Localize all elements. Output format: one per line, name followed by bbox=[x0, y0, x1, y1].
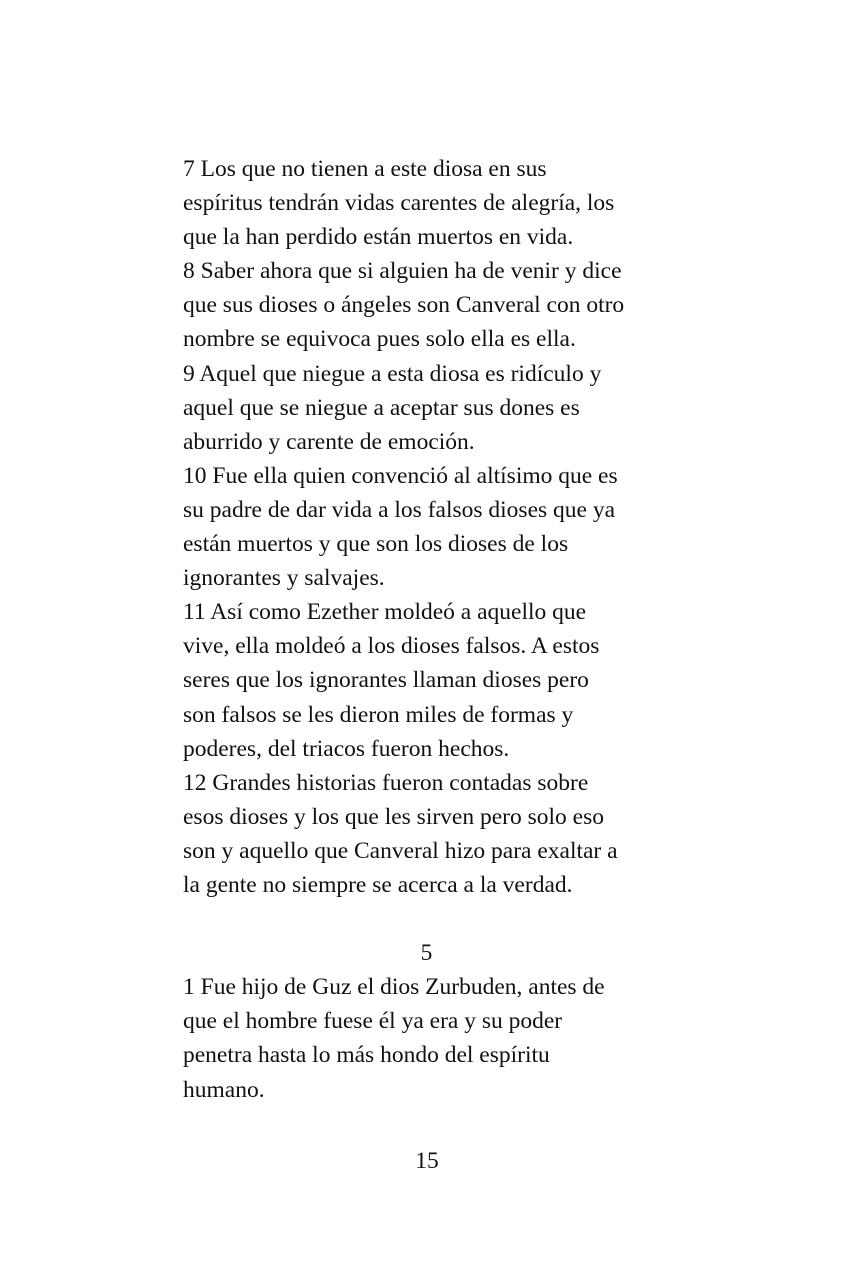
text-line: son y aquello que Canveral hizo para exaltar a bbox=[183, 837, 618, 864]
blank-line bbox=[183, 902, 703, 936]
text-line: que sus dioses o ángeles son Canveral con otro bbox=[183, 292, 625, 319]
chapter-heading: 5 bbox=[420, 940, 433, 967]
verse-11 bbox=[183, 595, 703, 765]
text-line: esos dioses y los que les sirven pero solo eso bbox=[183, 803, 604, 830]
text-line: 7 Los que no tienen a este diosa en sus bbox=[183, 156, 547, 182]
verse-12 bbox=[183, 766, 703, 902]
page-number: 15 bbox=[415, 1148, 439, 1174]
text-line: espíritus tendrán vidas carentes de alegría, los bbox=[183, 190, 615, 217]
text-line: 1 Fue hijo de Guz el dios Zurbuden, antes de bbox=[183, 974, 605, 1001]
text-line: la gente no siempre se acerca a la verdad. bbox=[183, 871, 573, 898]
verse-7 bbox=[183, 152, 703, 254]
text-line: vive, ella moldeó a los dioses falsos. A estos bbox=[183, 633, 600, 660]
text-line: que el hombre fuese él ya era y su poder bbox=[183, 1008, 563, 1035]
text-line: 10 Fue ella quien convenció al altísimo que es bbox=[183, 462, 618, 489]
text-line: 12 Grandes historias fueron contadas sobre bbox=[183, 769, 589, 796]
text-line: están muertos y que son los dioses de los bbox=[183, 531, 569, 558]
text-line: penetra hasta lo más hondo del espíritu bbox=[183, 1042, 550, 1069]
text-line: poderes, del triacos fueron hechos. bbox=[183, 735, 510, 762]
text-line: seres que los ignorantes llaman dioses pero bbox=[183, 667, 589, 694]
verse-8 bbox=[183, 254, 703, 356]
text-line: su padre de dar vida a los falsos dioses que ya bbox=[183, 496, 616, 523]
page-body bbox=[183, 152, 703, 1107]
verse-1 bbox=[183, 970, 703, 1106]
text-line: que la han perdido están muertos en vida. bbox=[183, 224, 574, 251]
text-line: son falsos se les dieron miles de formas y bbox=[183, 701, 574, 728]
text-line: aburrido y carente de emoción. bbox=[183, 428, 475, 455]
verse-9 bbox=[183, 357, 703, 459]
text-line: aquel que se niegue a aceptar sus dones es bbox=[183, 394, 580, 421]
text-line: 11 Así como Ezether moldeó a aquello que bbox=[183, 599, 587, 626]
text-line: 8 Saber ahora que si alguien ha de venir y dice bbox=[183, 258, 622, 285]
text-line: 9 Aquel que niegue a esta diosa es ridículo y bbox=[183, 360, 602, 387]
text-line: nombre se equivoca pues solo ella es ella. bbox=[183, 326, 576, 353]
text-line: humano. bbox=[183, 1076, 265, 1103]
text-line: ignorantes y salvajes. bbox=[183, 565, 385, 592]
verse-10 bbox=[183, 459, 703, 595]
